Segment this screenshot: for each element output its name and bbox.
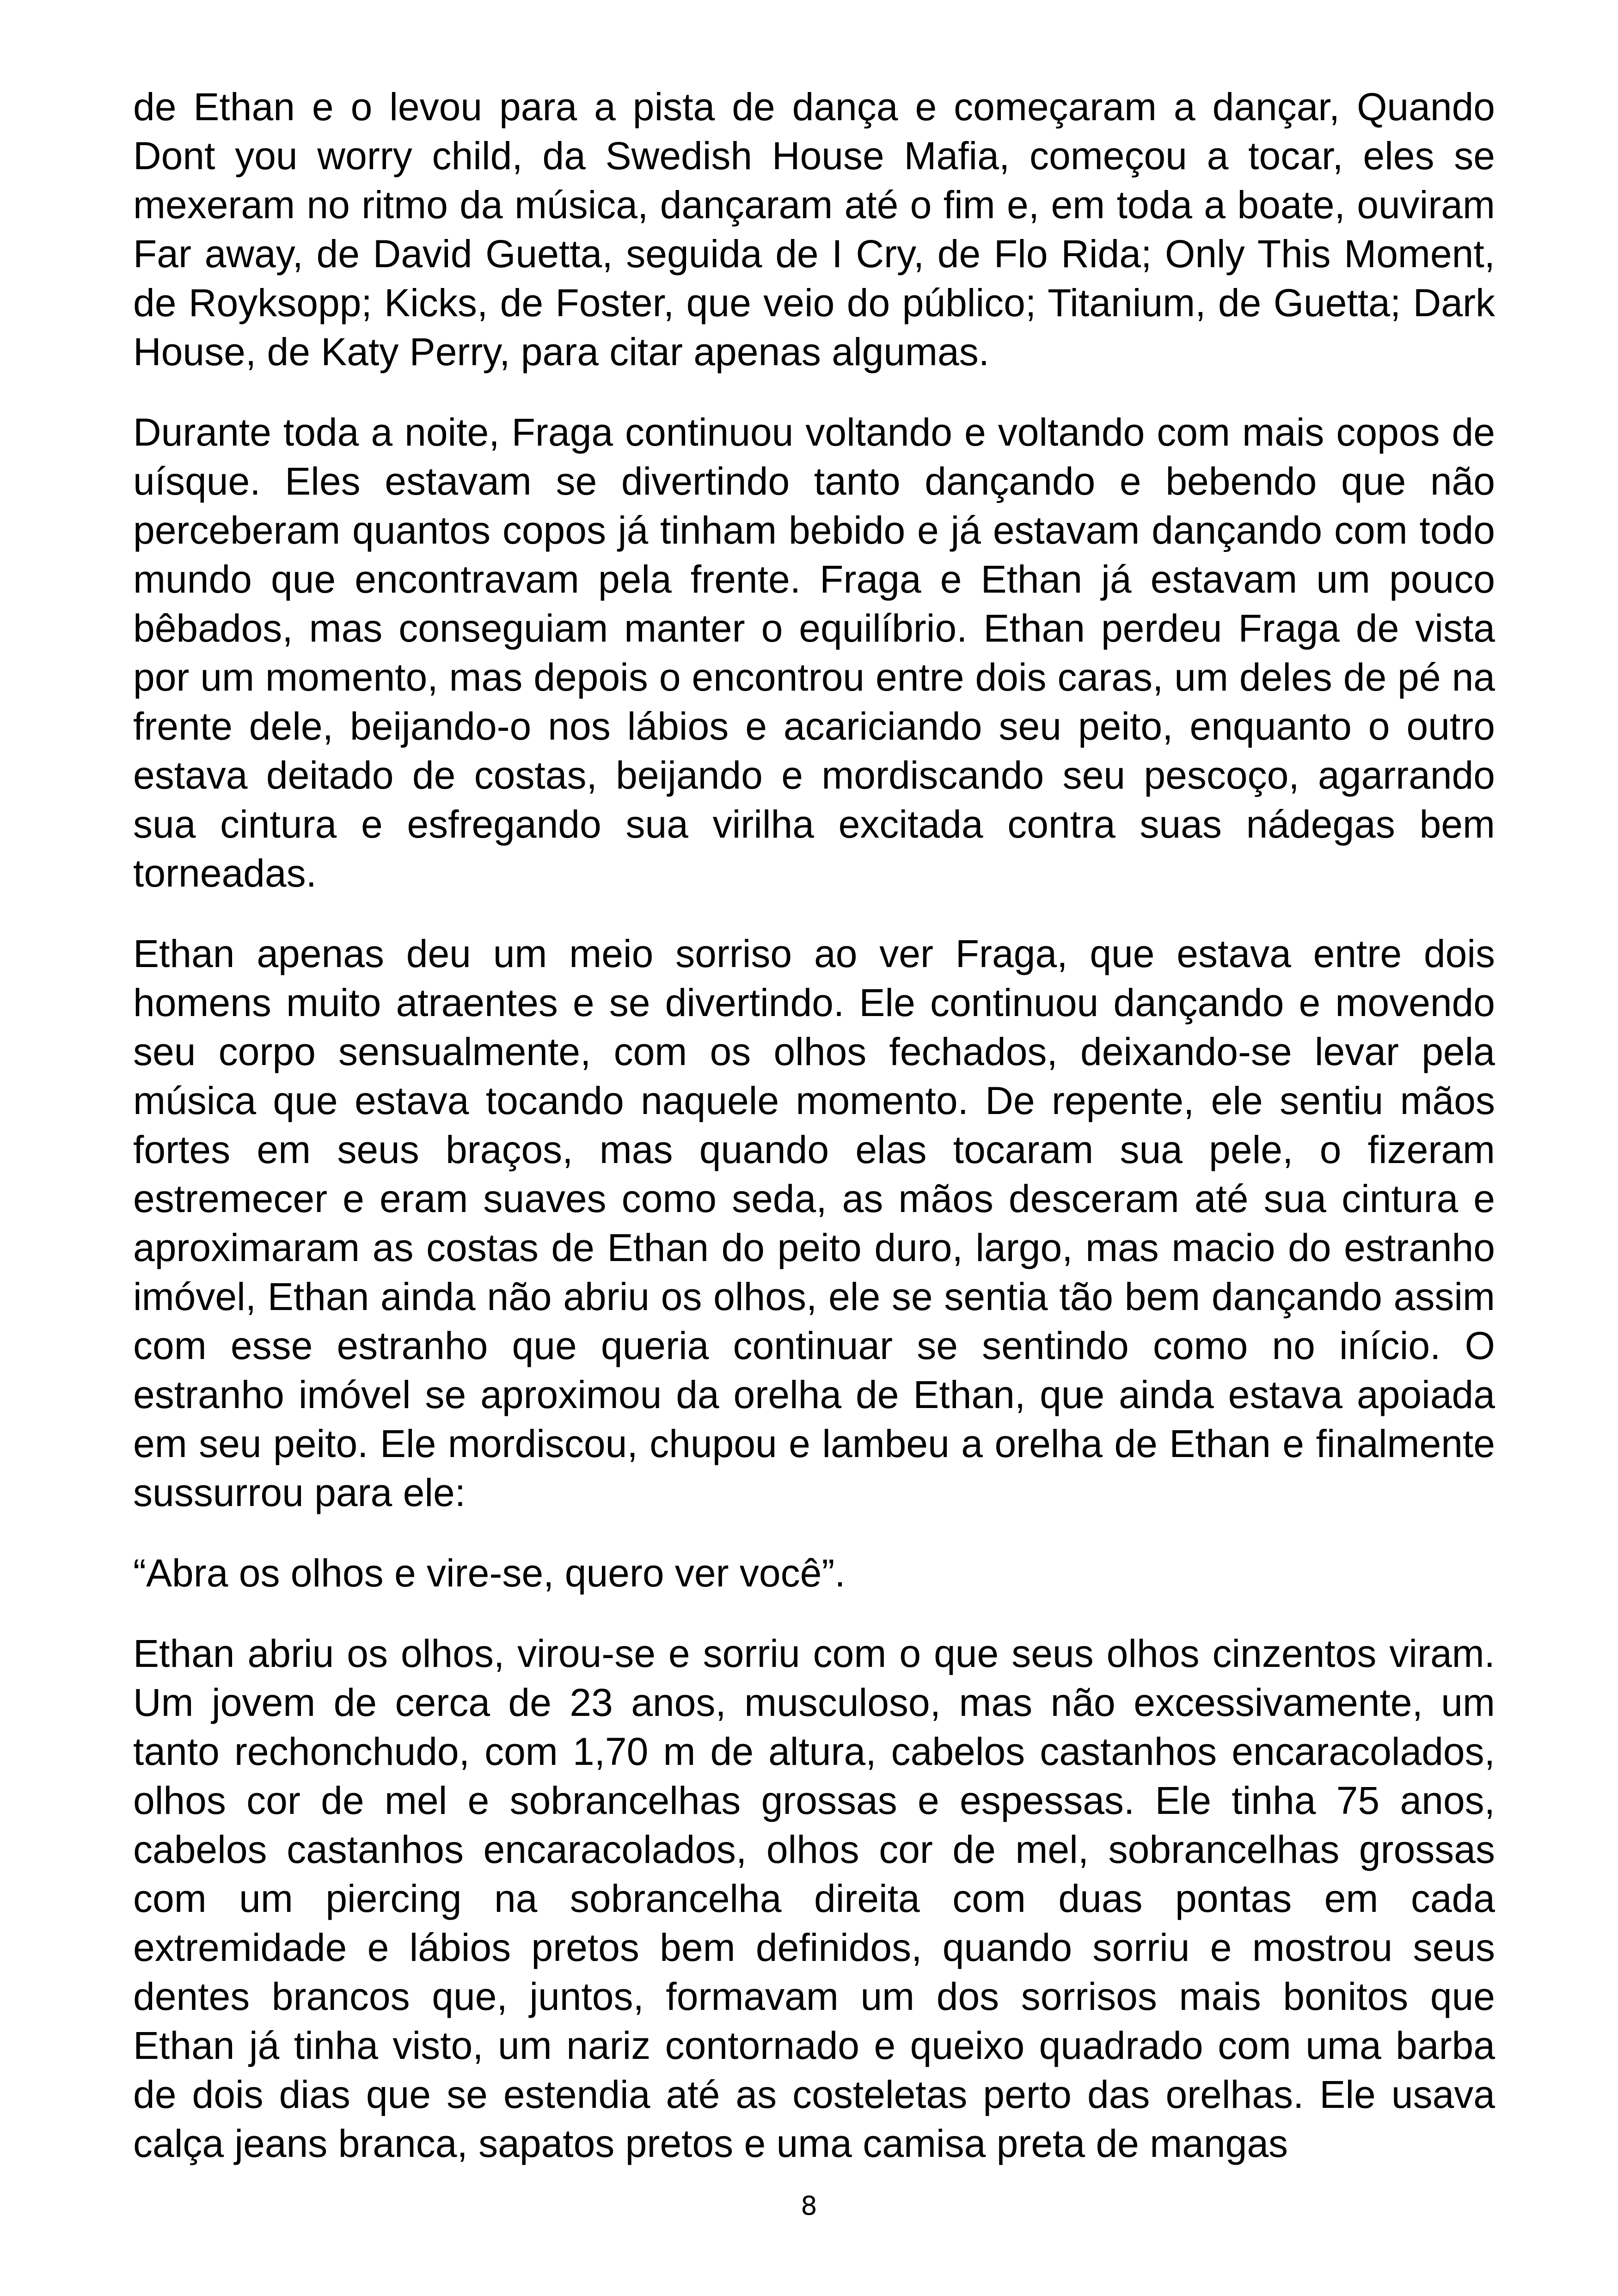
paragraph-4-quote: “Abra os olhos e vire-se, quero ver você”. bbox=[133, 1551, 846, 1595]
paragraph-3: Ethan apenas deu um meio sorriso ao ver Fraga, que estava entre dois homens muito atraentes e se divertindo. Ele continuou dançando e movendo seu corpo sensualmente, com os olhos fechados, deixando-se levar pela música que estava tocando naquele momento. De repente, ele sentiu mãos fortes em seus braços, mas quando elas tocaram sua pele, o fizeram estremecer e eram suaves como seda, as mãos desceram até sua cintura e aproximaram as costas de Ethan do peito duro, largo, mas macio do estranho imóvel, Ethan ainda não abriu os olhos, ele se sentia tão bem dançando assim com esse estranho que queria continuar se sentindo como no início. O estranho imóvel se aproximou da orelha de Ethan, que ainda estava apoiada em seu peito. Ele mordiscou, chupou e lambeu a orelha de Ethan e finalmente sussurrou para ele: bbox=[133, 932, 1495, 1514]
paragraph-1: de Ethan e o levou para a pista de dança e começaram a dançar, Quando Dont you worry child, da Swedish House Mafia, começou a tocar, eles se mexeram no ritmo da música, dançaram até o fim e, em toda a boate, ouviram Far away, de David Guetta, seguida de I Cry, de Flo Rida; Only This Moment, de Royksopp; Kicks, de Foster, que veio do público; Titanium, de Guetta; Dark House, de Katy Perry, para citar apenas algumas. bbox=[133, 85, 1495, 373]
paragraph-2: Durante toda a noite, Fraga continuou voltando e voltando com mais copos de uísque. Eles estavam se divertindo tanto dançando e bebendo que não perceberam quantos copos já tinham bebido e já estavam dançando com todo mundo que encontravam pela frente. Fraga e Ethan já estavam um pouco bêbados, mas conseguiam manter o equilíbrio. Ethan perdeu Fraga de vista por um momento, mas depois o encontrou entre dois caras, um deles de pé na frente dele, beijando-o nos lábios e acariciando seu peito, enquanto o outro estava deitado de costas, beijando e mordiscando seu pescoço, agarrando sua cintura e esfregando sua virilha excitada contra suas nádegas bem torneadas. bbox=[133, 410, 1495, 895]
paragraph-5: Ethan abriu os olhos, virou-se e sorriu com o que seus olhos cinzentos viram. Um jovem de cerca de 23 anos, musculoso, mas não excessivamente, um tanto rechonchudo, com 1,70 m de altura, cabelos castanhos encaracolados, olhos cor de mel e sobrancelhas grossas e espessas. Ele tinha 75 anos, cabelos castanhos encaracolados, olhos cor de mel, sobrancelhas grossas com um piercing na sobrancelha direita com duas pontas em cada extremidade e lábios pretos bem definidos, quando sorriu e mostrou seus dentes brancos que, juntos, formavam um dos sorrisos mais bonitos que Ethan já tinha visto, um nariz contornado e queixo quadrado com uma barba de dois dias que se estendia até as costeletas perto das orelhas. Ele usava calça jeans branca, sapatos pretos e uma camisa preta de mangas bbox=[133, 1632, 1495, 2165]
page-number: 8 bbox=[801, 2191, 817, 2221]
body-text bbox=[133, 82, 1495, 2199]
